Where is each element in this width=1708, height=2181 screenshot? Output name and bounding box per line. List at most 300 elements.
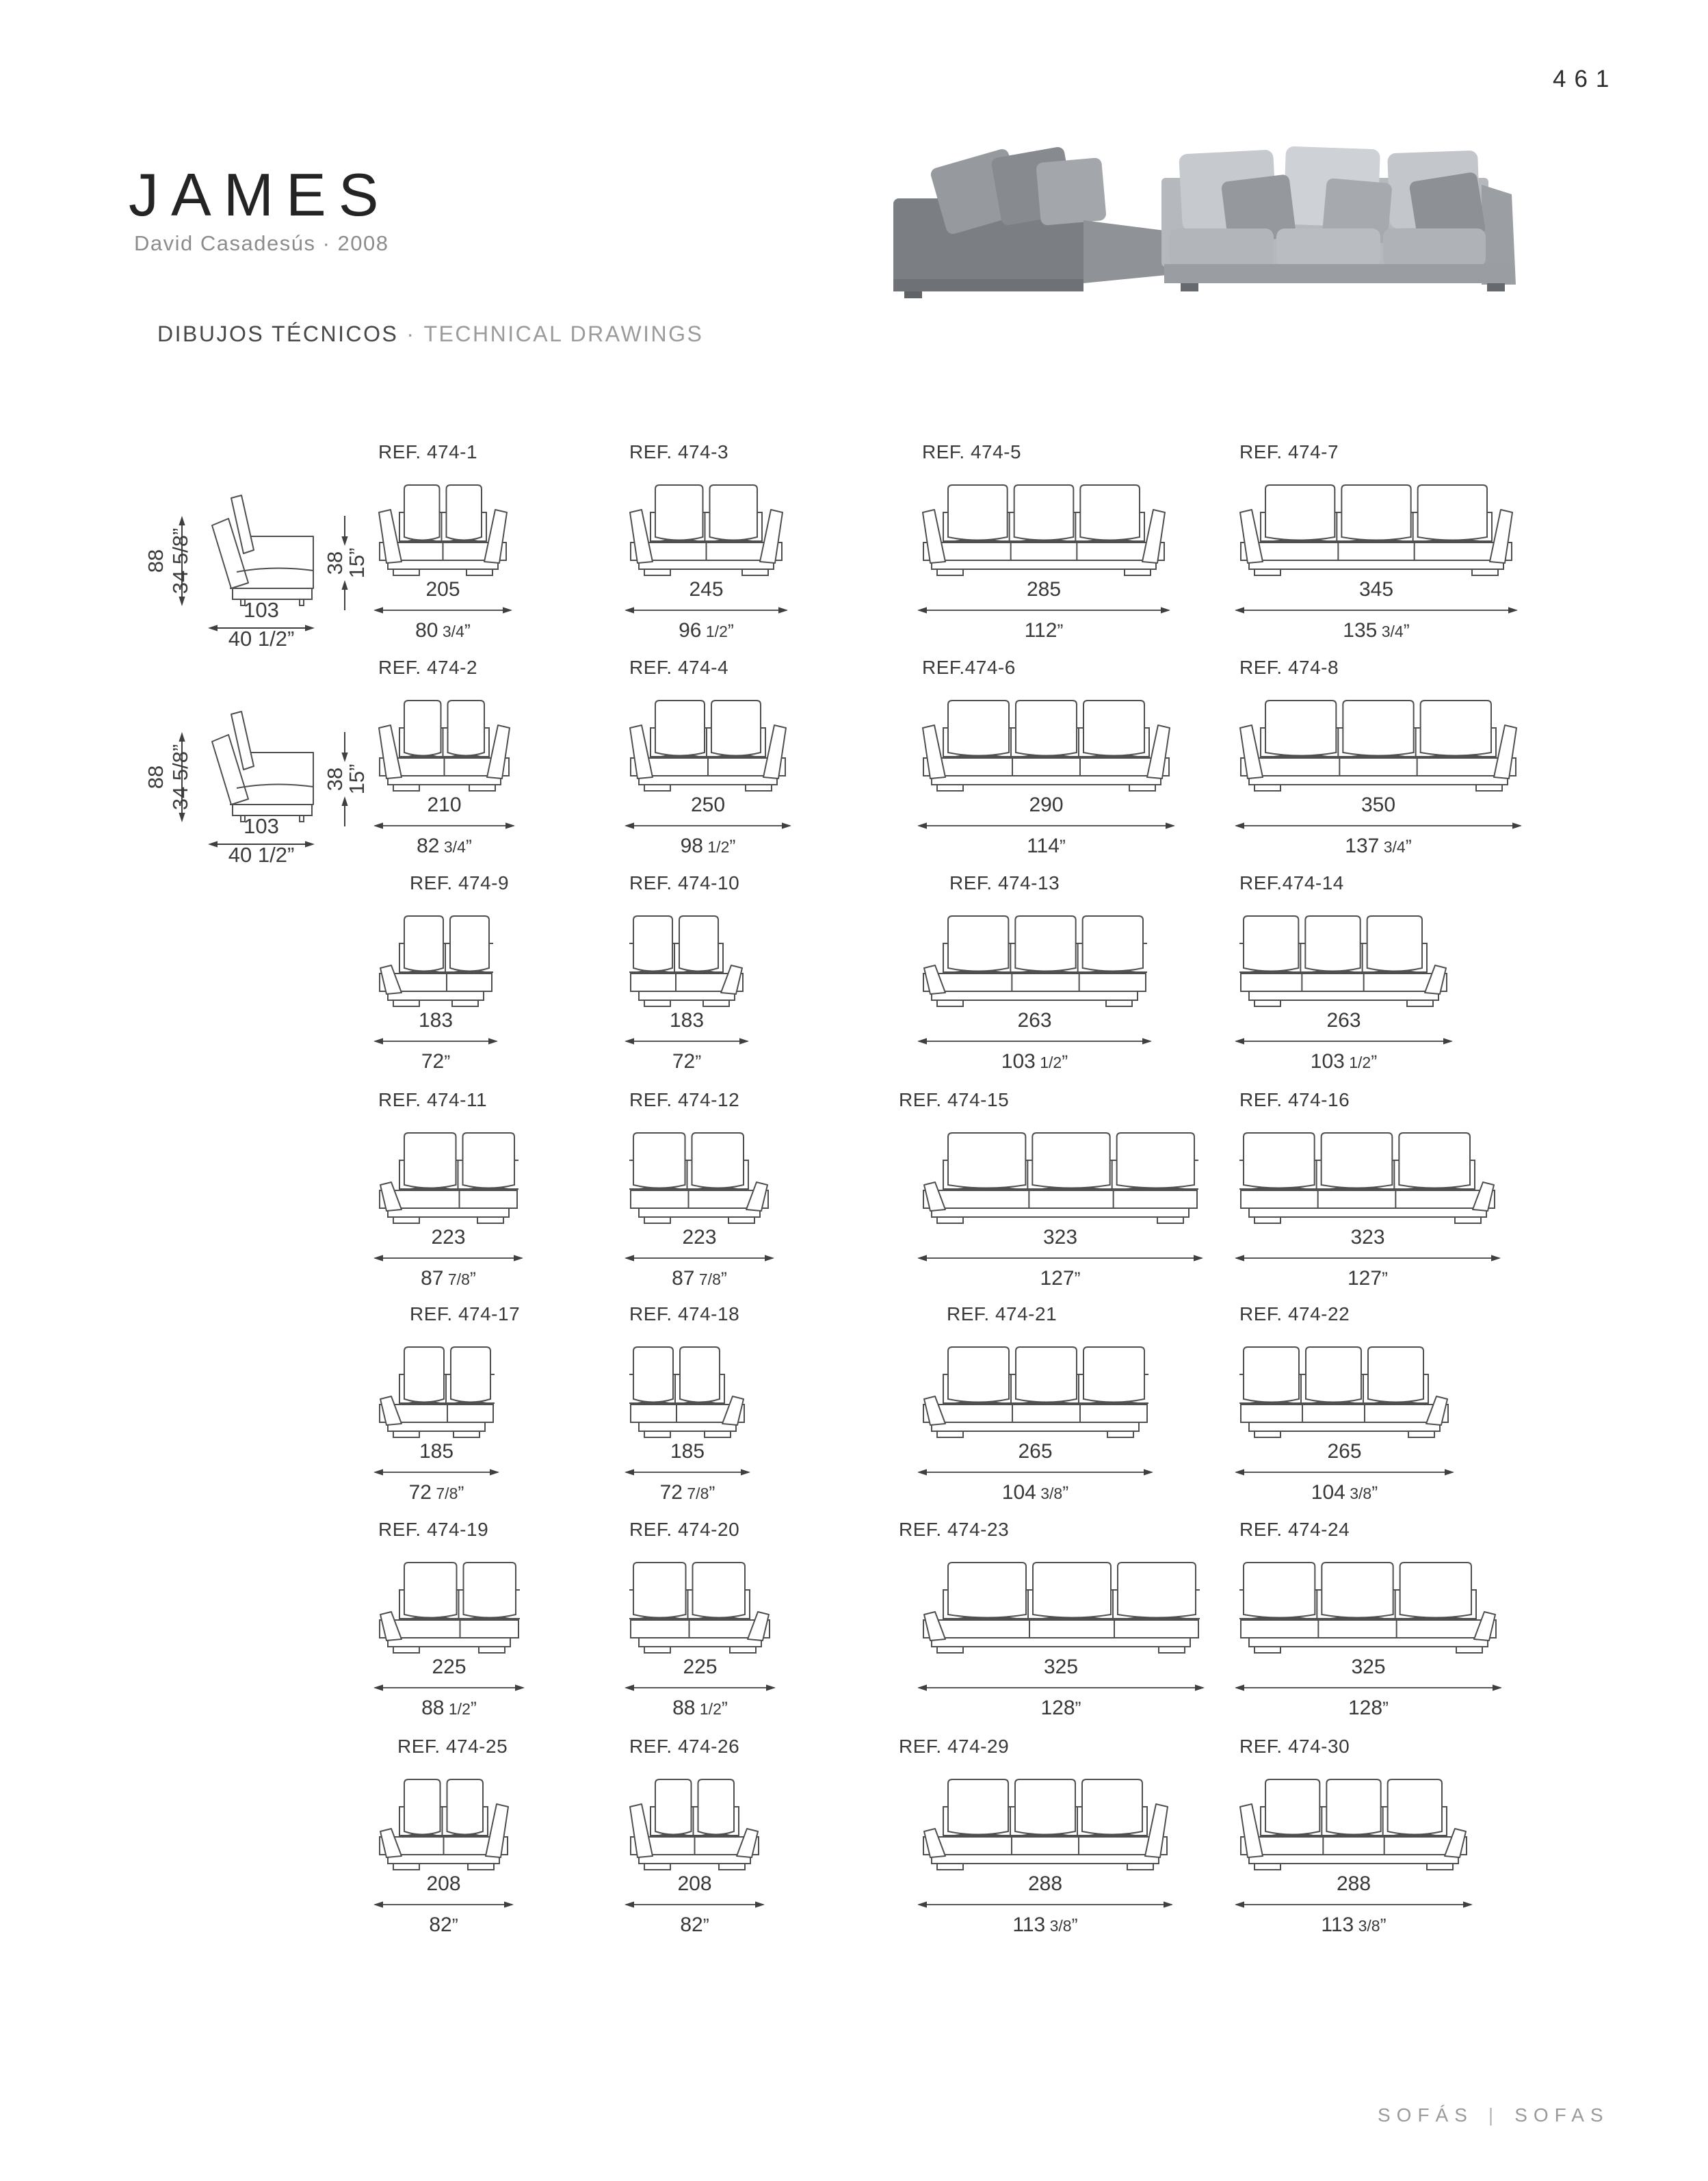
dimension-block [373,1009,499,1073]
dimension-inches-value: 88 [672,1697,696,1719]
sofa-drawing [378,1774,509,1877]
width-arrow-svg [373,1681,525,1695]
sofa-drawing [629,911,744,1014]
dimension-arrow [917,1681,1205,1695]
sofa-photo [874,118,1534,308]
dimension-inches [1234,835,1523,858]
dimension-arrow [917,603,1171,617]
width-arrow-svg [624,1898,765,1911]
drawing-cell [602,1303,773,1509]
dimension-arrow [1234,819,1523,833]
dimension-inches [624,1697,776,1720]
sofa-drawing [1239,1774,1468,1877]
dimension-cm: 290 [1029,794,1064,816]
dimension-inches-value: 82 [680,1914,703,1936]
drawing-cell [895,657,1198,862]
dimension-block [917,794,1176,858]
sofa-drawing-svg [1239,480,1513,579]
dimension-inches-fraction: 3/8 [1345,1485,1372,1502]
dimension-inches-fraction: 3/4 [1379,838,1406,856]
drawing-cell [895,1519,1227,1724]
sideview-dim-label: 40 1/2” [228,627,295,650]
side-view-svg [127,687,380,866]
sofa-drawing-svg [1239,1342,1449,1441]
sofa-drawing [922,695,1170,798]
sofa-drawing-svg [922,1774,1168,1874]
dimension-cm: 245 [689,578,724,601]
drawing-cell [602,1519,798,1724]
dimension-arrow [1234,603,1519,617]
dimension-inches-value: 128 [1040,1697,1075,1719]
dimension-block [373,794,516,858]
dimension-inches-value: 87 [672,1267,695,1290]
dimension-inches-value: 82 [417,835,440,857]
sofa-drawing [1239,1342,1449,1445]
ref-label: REF. 474-20 [629,1519,740,1540]
ref-label: REF. 474-29 [899,1736,1010,1757]
dimension-inches-fraction: 3/4 [1377,623,1404,640]
ref-label: REF. 474-25 [397,1736,508,1757]
sideview-dim-label: 34 5/8” [168,527,192,595]
sideview-dim-label: 15” [345,763,369,795]
dimension-cm: 265 [1018,1440,1053,1463]
ref-label: REF. 474-5 [922,441,1022,462]
dimension-inches-mark: ” [1405,836,1412,857]
width-arrow-svg [624,819,792,833]
dimension-arrow [373,1465,500,1479]
width-arrow-svg [917,819,1176,833]
dimension-block [624,1440,751,1504]
dimension-cm: 225 [432,1656,467,1678]
dimension-inches [1234,1050,1454,1073]
dimension-cm: 183 [669,1009,705,1032]
sofa-drawing [378,480,508,583]
drawing-cell [895,872,1174,1078]
ref-label: REF. 474-9 [410,872,510,893]
sofa-drawing-svg [629,1774,760,1874]
footer-category [1378,2104,1610,2126]
dimension-inches [1234,1697,1503,1720]
dimension-block [373,1872,514,1937]
width-arrow-svg [917,1898,1174,1911]
dimension-arrow [624,603,789,617]
drawing-cell [1212,657,1545,862]
product-title: JAMES [129,161,391,228]
dimension-inches-fraction: 3/8 [1036,1485,1063,1502]
drawing-cell [351,1519,547,1724]
dimension-inches-mark: ” [1075,1698,1081,1719]
ref-label: REF. 474-19 [378,1519,489,1540]
sofa-drawing [922,1127,1198,1231]
sofa-drawing-svg [378,695,510,795]
ref-label: REF. 474-22 [1239,1303,1350,1324]
dimension-arrow [373,1898,514,1911]
dimension-block [917,1009,1153,1073]
sideview-dim-label: 88 [144,765,168,789]
dimension-inches-mark: ” [1059,836,1066,857]
dimension-inches-fraction: 7/8 [683,1485,709,1502]
sofa-drawing-svg [378,1342,495,1441]
dimension-cm: 265 [1327,1440,1362,1463]
ref-label: REF. 474-4 [629,657,729,678]
sofa-drawing [629,1774,760,1877]
section-heading [157,322,703,347]
dimension-cm: 185 [419,1440,454,1463]
dimension-arrow [373,1034,499,1048]
drawing-cell [895,441,1193,647]
dimension-block [1234,794,1523,858]
sofa-drawing [378,1342,495,1445]
dimension-cm: 345 [1358,578,1394,601]
dimension-cm: 250 [690,794,726,816]
dimension-cm: 223 [682,1226,717,1249]
sideview-dim-label: 15” [345,547,369,579]
dimension-inches [373,1697,525,1720]
dimension-arrow [1234,1465,1455,1479]
drawing-cell [602,872,772,1078]
sofa-drawing-svg [629,480,783,579]
dimension-cm: 288 [1027,1872,1063,1895]
dimension-inches-fraction: 3/4 [439,838,466,856]
dimension-cm: 350 [1361,794,1396,816]
dimension-inches-mark: ” [1062,1052,1068,1072]
dimension-inches [917,1697,1205,1720]
dimension-inches [373,619,513,642]
section-heading-es: DIBUJOS TÉCNICOS [157,322,399,346]
dimension-block [1234,1656,1503,1720]
ref-label: REF. 474-1 [378,441,478,462]
dimension-inches [624,1267,775,1290]
dimension-block [624,794,792,858]
dimension-arrow [624,1251,775,1265]
ref-label: REF. 474-2 [378,657,478,678]
dimension-inches [624,1481,751,1504]
dimension-inches-value: 88 [421,1697,445,1719]
ref-label: REF. 474-13 [949,872,1060,893]
sofa-drawing-svg [378,911,493,1010]
dimension-cm: 185 [670,1440,705,1463]
dimension-cm: 285 [1026,578,1062,601]
dimension-block [917,1872,1174,1937]
width-arrow-svg [1234,1681,1503,1695]
drawing-cell [1212,1736,1495,1941]
dimension-arrow [624,1034,750,1048]
dimension-block [373,578,513,642]
dimension-inches [373,1050,499,1073]
sideview-dim-label: 88 [144,549,168,573]
sofa-drawing [1239,480,1513,583]
sofa-drawing [922,1342,1148,1445]
dimension-block [1234,1009,1454,1073]
dimension-inches [373,835,516,858]
dimension-block [1234,578,1519,642]
width-arrow-svg [1234,603,1519,617]
drawing-cell [1212,1089,1523,1294]
dimension-inches [1234,1914,1473,1937]
drawing-cell [895,1303,1176,1509]
footer-category-en: SOFAS [1514,2104,1610,2126]
sofa-drawing-svg [1239,911,1448,1010]
drawing-cell [602,441,811,647]
width-arrow-svg [1234,819,1523,833]
dimension-inches-value: 72 [672,1050,696,1073]
dimension-block [624,1226,775,1290]
sofa-drawing-svg [629,695,787,795]
footer-separator: | [1488,2104,1500,2126]
dimension-cm: 325 [1351,1656,1386,1678]
dimension-inches-fraction: 3/8 [1354,1917,1380,1935]
dimension-inches-mark: ” [1074,1268,1081,1289]
width-arrow-svg [917,1465,1154,1479]
ref-label: REF. 474-8 [1239,657,1339,678]
sofa-drawing-svg [922,480,1166,579]
sofa-drawing [378,695,510,798]
page-number: 461 [1553,66,1618,92]
width-arrow-svg [1234,1465,1455,1479]
dimension-inches-value: 72 [421,1050,445,1073]
dimension-inches [917,619,1171,642]
sofa-drawing-svg [1239,1127,1496,1227]
dimension-inches-fraction: 1/2 [1344,1054,1371,1071]
sofa-drawing-svg [1239,695,1517,795]
drawing-cell [602,1736,787,1941]
sofa-drawing-svg [1239,1557,1497,1657]
dimension-block [917,1656,1205,1720]
sofa-drawing [629,480,783,583]
dimension-inches-fraction: 3/4 [438,623,464,640]
dimension-arrow [1234,1681,1503,1695]
dimension-inches-fraction: 1/2 [1035,1054,1062,1071]
drawing-cell [1212,872,1475,1078]
sideview-dim-label: 38 [323,767,347,792]
width-arrow-svg [373,1251,524,1265]
dimension-inches-value: 104 [1001,1481,1036,1504]
drawing-cell [895,1089,1226,1294]
dimension-inches-mark: ” [702,1915,709,1935]
dimension-cm: 263 [1326,1009,1361,1032]
dimension-arrow [1234,1034,1454,1048]
sofa-drawing-svg [629,1127,770,1227]
dimension-inches-value: 137 [1345,835,1380,857]
dimension-inches-mark: ” [729,836,736,857]
drawing-cell [351,872,521,1078]
dimension-block [373,1226,524,1290]
dimension-arrow [624,1898,765,1911]
dimension-inches-mark: ” [469,1268,476,1289]
dimension-inches-value: 80 [415,619,438,642]
dimension-inches-mark: ” [458,1483,464,1503]
dimension-inches-value: 72 [659,1481,683,1504]
drawing-cell [1212,1519,1525,1724]
dimension-arrow [373,603,513,617]
sofa-drawing-svg [378,1774,509,1874]
dimension-inches-value: 113 [1012,1914,1046,1936]
dimension-inches [373,1914,514,1937]
ref-label: REF. 474-17 [410,1303,521,1324]
dimension-inches-fraction: 1/2 [703,838,730,856]
corner-sofa-illustration [893,146,1516,298]
ref-label: REF. 474-30 [1239,1736,1350,1757]
dimension-inches-mark: ” [465,836,472,857]
dimension-inches-value: 103 [1310,1050,1345,1073]
dimension-arrow [1234,1898,1473,1911]
ref-label: REF. 474-3 [629,441,729,462]
dimension-cm: 210 [427,794,462,816]
dimension-block [373,1440,500,1504]
sofa-drawing-svg [378,480,508,579]
dimension-inches-value: 127 [1347,1267,1382,1290]
dimension-inches-mark: ” [1062,1483,1069,1503]
dimension-cm: 323 [1042,1226,1078,1249]
dimension-inches-mark: ” [1403,621,1410,641]
sofa-drawing-svg [922,695,1170,795]
dimension-inches [1234,619,1519,642]
dimension-inches-value: 98 [680,835,703,857]
dimension-inches-value: 112 [1024,619,1057,642]
drawing-cell [1212,441,1540,647]
dimension-inches-value: 82 [429,1914,452,1936]
dimension-inches-value: 114 [1027,835,1060,857]
dimension-block [1234,1440,1455,1504]
sofa-drawing [922,1557,1200,1660]
width-arrow-svg [624,1681,776,1695]
dimension-inches-mark: ” [720,1268,727,1289]
section-heading-separator: · [406,322,416,346]
dimension-arrow [373,1681,525,1695]
dimension-cm: 205 [425,578,460,601]
width-arrow-svg [1234,1034,1454,1048]
ref-label: REF. 474-10 [629,872,740,893]
dimension-block [624,1656,776,1720]
dimension-inches-fraction: 3/8 [1045,1917,1072,1935]
dimension-inches-mark: ” [1382,1268,1389,1289]
dimension-inches-mark: ” [451,1915,458,1935]
side-view-drawing-2 [127,687,380,866]
drawing-cell [1212,1303,1477,1509]
dimension-inches [373,1481,500,1504]
ref-label: REF. 474-21 [947,1303,1057,1324]
dimension-inches [1234,1481,1455,1504]
dimension-arrow [917,1251,1204,1265]
sofa-drawing-svg [1239,1774,1468,1874]
ref-label: REF. 474-16 [1239,1089,1350,1110]
drawing-cell [351,441,535,647]
width-arrow-svg [373,1465,500,1479]
drawing-cell [351,657,538,862]
sideview-dim-label: 38 [323,551,347,575]
ref-label: REF. 474-23 [899,1519,1010,1540]
dimension-inches-fraction: 7/8 [443,1270,470,1288]
dimension-inches-value: 87 [421,1267,444,1290]
width-arrow-svg [624,1465,751,1479]
dimension-inches-value: 128 [1348,1697,1383,1719]
sofa-drawing [1239,1127,1496,1231]
dimension-inches-value: 96 [679,619,702,642]
ref-label: REF. 474-12 [629,1089,740,1110]
ref-label: REF. 474-15 [899,1089,1010,1110]
sofa-drawing [1239,1557,1497,1660]
sofa-drawing-svg [629,1342,746,1441]
sofa-drawing [629,1127,770,1231]
dimension-inches-value: 135 [1343,619,1378,642]
ref-label: REF. 474-11 [378,1089,488,1110]
dimension-cm: 183 [418,1009,454,1032]
dimension-arrow [624,819,792,833]
ref-label: REF. 474-24 [1239,1519,1350,1540]
dimension-inches-mark: ” [444,1052,451,1072]
dimension-inches-fraction: 1/2 [444,1700,471,1718]
dimension-inches-mark: ” [709,1483,715,1503]
dimension-cm: 208 [677,1872,712,1895]
sofa-drawing [378,1557,520,1660]
dimension-block [917,1226,1204,1290]
dimension-arrow [1234,1251,1501,1265]
dimension-inches-value: 127 [1040,1267,1075,1290]
dimension-arrow [917,819,1176,833]
dimension-inches-fraction: 1/2 [701,623,728,640]
dimension-inches-mark: ” [1057,621,1064,641]
width-arrow-svg [917,603,1171,617]
dimension-inches [917,1050,1153,1073]
sofa-drawing [629,695,787,798]
sofa-drawing [922,911,1147,1014]
dimension-cm: 263 [1017,1009,1052,1032]
width-arrow-svg [917,1681,1205,1695]
width-arrow-svg [373,603,513,617]
sofa-drawing-svg [922,911,1147,1010]
drawing-cell [351,1303,522,1509]
dimension-inches [624,835,792,858]
dimension-inches-mark: ” [470,1698,477,1719]
dimension-arrow [624,1465,751,1479]
dimension-inches [917,1914,1174,1937]
dimension-cm: 325 [1043,1656,1079,1678]
sofa-drawing [629,1342,746,1445]
sofa-drawing [922,480,1166,583]
dimension-inches-value: 103 [1001,1050,1036,1073]
dimension-inches-mark: ” [1371,1052,1378,1072]
sideview-dim-label: 34 5/8” [168,744,192,811]
width-arrow-svg [624,1034,750,1048]
drawing-cell [602,1089,797,1294]
dimension-inches [917,835,1176,858]
dimension-inches-fraction: 7/8 [694,1270,721,1288]
sofa-drawing-svg [629,1557,771,1657]
dimension-inches-mark: ” [695,1052,702,1072]
drawing-cell [351,1736,536,1941]
dimension-inches [624,1050,750,1073]
dimension-inches [1234,1267,1501,1290]
width-arrow-svg [1234,1898,1473,1911]
dimension-cm: 208 [426,1872,461,1895]
dimension-arrow [917,1898,1174,1911]
sofa-drawing-svg [922,1557,1200,1657]
dimension-inches [373,1267,524,1290]
dimension-arrow [373,1251,524,1265]
dimension-block [624,578,789,642]
footer-category-es: SOFÁS [1378,2104,1473,2126]
designer-year: David Casadesús · 2008 [134,231,389,255]
dimension-inches-fraction: 7/8 [432,1485,458,1502]
dimension-arrow [624,1681,776,1695]
dimension-arrow [917,1034,1153,1048]
dimension-cm: 323 [1350,1226,1385,1249]
ref-label: REF. 474-18 [629,1303,740,1324]
ref-label: REF.474-14 [1239,872,1344,893]
sofa-drawing [378,911,493,1014]
dimension-cm: 225 [683,1656,718,1678]
sofa-drawing-svg [378,1127,518,1227]
